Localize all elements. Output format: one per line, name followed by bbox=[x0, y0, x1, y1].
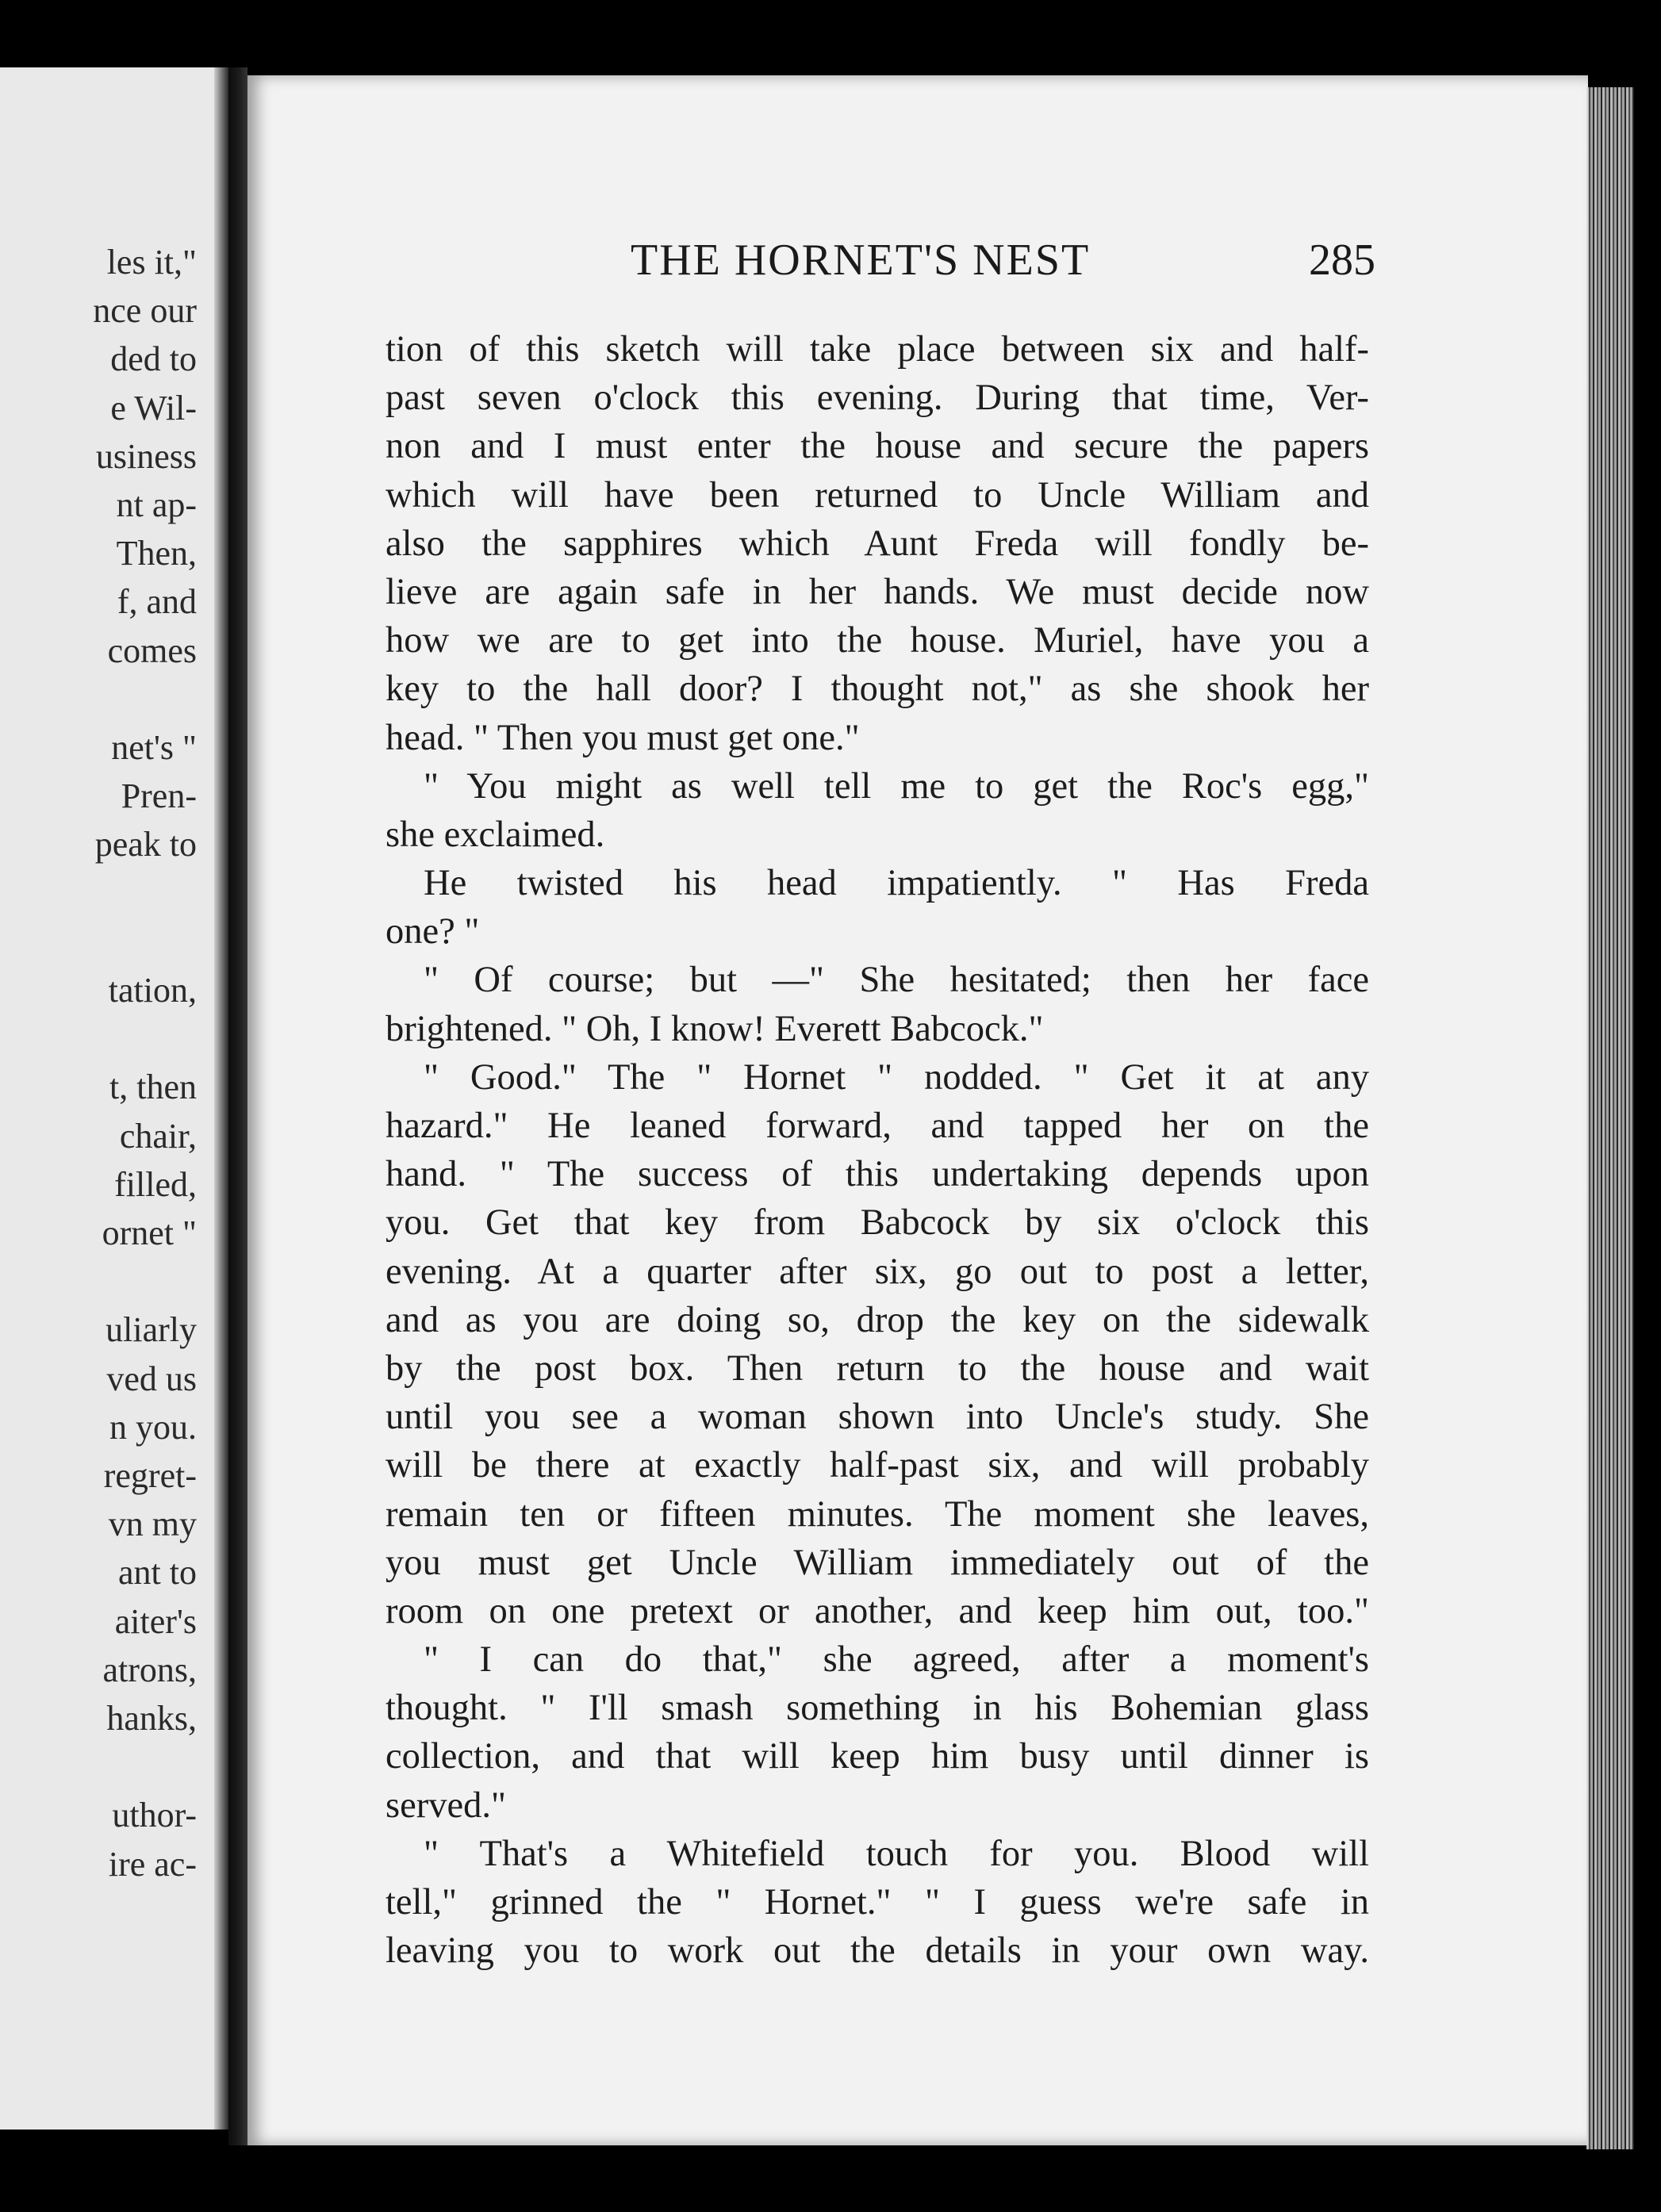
left-text-line: usiness bbox=[95, 436, 197, 476]
left-text-line: hanks, bbox=[106, 1699, 197, 1738]
left-text-line: Pren- bbox=[121, 776, 197, 816]
left-text-line: les it," bbox=[106, 243, 197, 282]
body-text bbox=[386, 325, 1369, 1975]
text-line: past seven o'clock this evening. During that time, Ver- bbox=[386, 378, 1369, 419]
left-text-line: atrons, bbox=[102, 1650, 197, 1689]
left-text-line: peak to bbox=[94, 825, 197, 864]
text-line: one? " bbox=[386, 911, 480, 953]
text-line: she exclaimed. bbox=[386, 814, 605, 855]
left-text-line: ded to bbox=[110, 339, 197, 379]
text-line: and as you are doing so, drop the key on the sidewalk bbox=[386, 1299, 1369, 1340]
text-line: how we are to get into the house. Muriel, have you a bbox=[386, 620, 1369, 661]
text-line: room on one pretext or another, and keep him out, too." bbox=[386, 1590, 1369, 1631]
text-line: hand. " The success of this undertaking depends upon bbox=[386, 1154, 1369, 1195]
left-text-line: n you. bbox=[109, 1407, 197, 1447]
text-line: until you see a woman shown into Uncle's study. She bbox=[386, 1397, 1369, 1438]
text-line: hazard." He leaned forward, and tapped her on the bbox=[386, 1106, 1369, 1146]
left-text-line: regret- bbox=[103, 1456, 197, 1495]
text-line: " Good." The " Hornet " nodded. " Get it at any bbox=[424, 1056, 1369, 1098]
text-line: by the post box. Then return to the house and wait bbox=[386, 1348, 1369, 1389]
left-text-line: tation, bbox=[108, 971, 197, 1010]
text-line: thought. " I'll smash something in his Bohemian glass bbox=[386, 1688, 1369, 1729]
running-head: THE HORNET'S NEST bbox=[631, 236, 1091, 285]
text-line: He twisted his head impatiently. " Has Freda bbox=[424, 863, 1369, 904]
left-text-line: Then, bbox=[116, 534, 197, 573]
text-line: evening. At a quarter after six, go out to post a letter, bbox=[386, 1251, 1369, 1292]
text-line: you must get Uncle William immediately out of the bbox=[386, 1542, 1369, 1583]
left-text-line: aiter's bbox=[114, 1601, 197, 1641]
text-line: also the sapphires which Aunt Freda will fondly be- bbox=[386, 523, 1369, 564]
text-line: remain ten or fifteen minutes. The moment she leaves, bbox=[386, 1493, 1369, 1535]
left-text-line: ire ac- bbox=[108, 1844, 197, 1884]
left-text-line: ved us bbox=[106, 1359, 197, 1398]
left-text-line: f, and bbox=[117, 582, 197, 622]
text-line: served." bbox=[386, 1785, 506, 1826]
text-line: brightened. " Oh, I know! Everett Babcock." bbox=[386, 1008, 1044, 1049]
left-page-gutter bbox=[214, 67, 228, 2130]
page-edges bbox=[1586, 87, 1634, 2149]
left-text-line: e Wil- bbox=[110, 388, 197, 427]
text-line: non and I must enter the house and secure the papers bbox=[386, 426, 1369, 467]
text-line: " I can do that," she agreed, after a moment's bbox=[424, 1639, 1369, 1681]
left-text-line: nce our bbox=[93, 291, 197, 331]
text-line: collection, and that will keep him busy until dinner is bbox=[386, 1736, 1369, 1777]
left-text-line: ornet " bbox=[102, 1213, 197, 1252]
text-line: leaving you to work out the details in your own way. bbox=[386, 1930, 1369, 1972]
text-line: " Of course; but —" She hesitated; then her face bbox=[424, 960, 1369, 1001]
left-text-line: net's " bbox=[111, 728, 197, 767]
left-text-line: comes bbox=[107, 631, 197, 670]
left-text-line: vn my bbox=[108, 1505, 197, 1544]
left-page-fragment bbox=[0, 67, 228, 2130]
text-line: which will have been returned to Uncle William and bbox=[386, 474, 1369, 516]
text-line: tion of this sketch will take place between six and half- bbox=[386, 329, 1369, 370]
left-text-line: t, then bbox=[109, 1068, 197, 1107]
left-text-line: chair, bbox=[119, 1116, 197, 1156]
text-line: " That's a Whitefield touch for you. Blood will bbox=[424, 1833, 1369, 1874]
left-text-line: uliarly bbox=[105, 1310, 197, 1350]
left-text-line: uthor- bbox=[112, 1796, 197, 1835]
text-line: lieve are again safe in her hands. We must decide now bbox=[386, 571, 1369, 612]
text-line: key to the hall door? I thought not," as she shook her bbox=[386, 669, 1369, 710]
left-text-line: ant to bbox=[118, 1553, 197, 1593]
left-text-line: filled, bbox=[114, 1164, 197, 1204]
text-line: will be there at exactly half-past six, and will probably bbox=[386, 1445, 1369, 1486]
left-text-line: nt ap- bbox=[116, 485, 197, 524]
text-line: you. Get that key from Babcock by six o'clock this bbox=[386, 1202, 1369, 1244]
page-number: 285 bbox=[1309, 236, 1375, 285]
text-line: " You might as well tell me to get the Roc's egg," bbox=[424, 765, 1369, 807]
book-binding bbox=[228, 67, 247, 2145]
text-line: head. " Then you must get one." bbox=[386, 717, 860, 758]
text-line: tell," grinned the " Hornet." " I guess we're safe in bbox=[386, 1882, 1369, 1923]
